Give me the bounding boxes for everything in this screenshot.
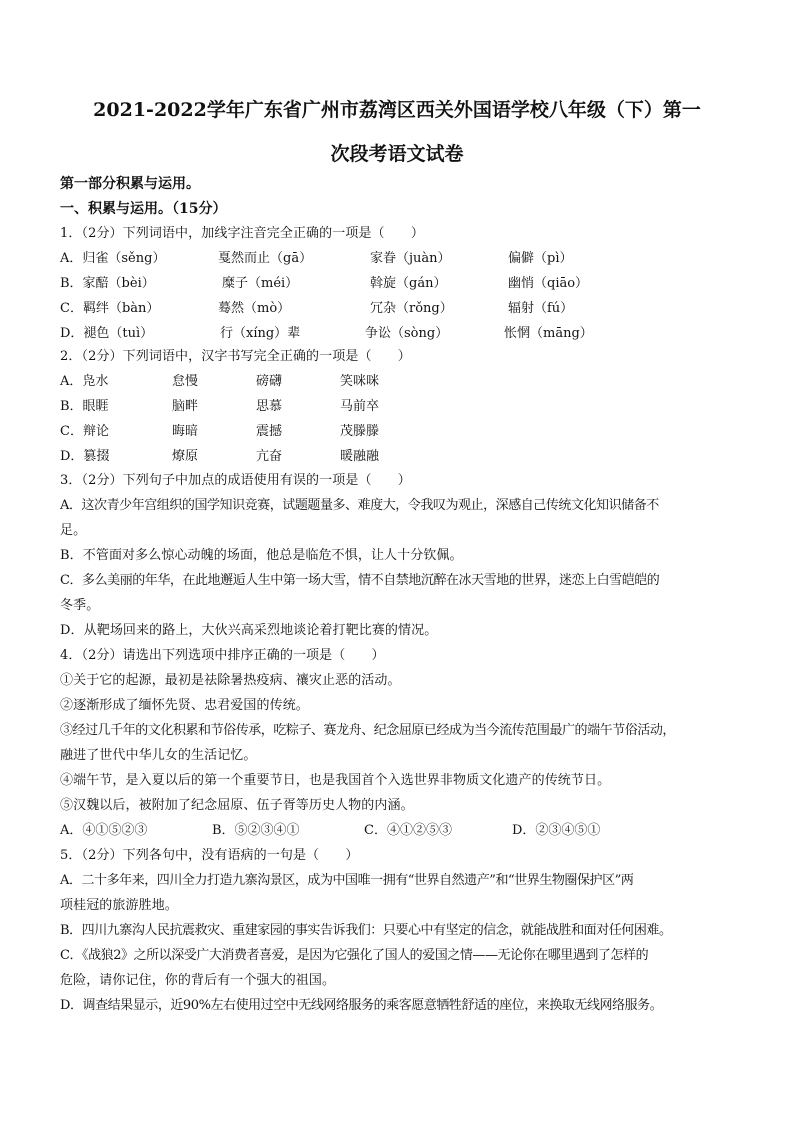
q2-cell: 亢奋 xyxy=(256,449,283,464)
q2-cell: 怠慢 xyxy=(172,374,199,389)
q3-stem: 3．（2分）下列句子中加点的成语使用有误的一项是（ ） xyxy=(60,473,411,488)
q1-cell: 家眷（juàn） xyxy=(370,251,451,266)
q2-cell: 震撼 xyxy=(256,424,283,439)
q2-cell: B．眼睚 xyxy=(60,399,109,414)
q5-option-a: A．二十多年来，四川全力打造九寨沟景区，成为中国唯一拥有“世界自然遗产”和“世界生物圈保护区”两 xyxy=(60,873,634,888)
q1-cell: C．羁绊（bàn） xyxy=(60,301,160,316)
q1-cell: 怅惘（māng） xyxy=(504,326,593,341)
q4-sentence-4: ④端午节，是入夏以后的第一个重要节日，也是我国首个入选世界非物质文化遗产的传统节日。 xyxy=(60,773,611,788)
q5-option-c-cont: 危险，请你记住，你的背后有一个强大的祖国。 xyxy=(60,973,336,988)
q4-sentence-3: ③经过几千年的文化积累和节俗传承，吃粽子、赛龙舟、纪念屈原已经成为当今流传范围最广的端午节俗活动， xyxy=(60,723,675,738)
exam-title-line2: 次段考语文试卷 xyxy=(330,143,464,165)
q2-cell: 马前卒 xyxy=(340,399,380,414)
q2-cell: D．篡掇 xyxy=(60,449,110,464)
q4-sentence-2: ②逐渐形成了缅怀先贤、忠君爱国的传统。 xyxy=(60,698,309,713)
q4-option-c: C．④①②⑤③ xyxy=(364,823,452,838)
q2-cell: 笑咪咪 xyxy=(340,374,380,389)
q5-option-a-cont: 项桂冠的旅游胜地。 xyxy=(60,898,178,913)
q5-option-b: B．四川九寨沟人民抗震救灾、重建家园的事实告诉我们：只要心中有坚定的信念，就能战胜和面对任何困难。 xyxy=(60,923,672,938)
q1-cell: A．归雀（sěng） xyxy=(60,251,166,266)
q2-cell: C．辩论 xyxy=(60,424,109,439)
q4-option-a: A．④①⑤②③ xyxy=(60,823,148,838)
q2-option-row xyxy=(60,398,750,416)
q4-sentence-3-cont: 融进了世代中华儿女的生活记忆。 xyxy=(60,748,257,763)
q4-option-row xyxy=(60,822,750,840)
q3-option-c: C．多么美丽的年华，在此地邂逅人生中第一场大雪，情不自禁地沉醉在冰天雪地的世界，迷恋上白雪皑皑的 xyxy=(60,573,660,588)
q4-option-b: B．⑤②③④① xyxy=(212,823,300,838)
q2-option-row xyxy=(60,373,750,391)
q2-option-row xyxy=(60,423,750,441)
q1-cell: 冗杂（rǒng） xyxy=(370,301,453,316)
q1-cell: 戛然而止（gā） xyxy=(218,251,313,266)
q2-cell: 思慕 xyxy=(256,399,283,414)
q1-option-row xyxy=(60,275,750,293)
section-heading: 一、积累与运用。（15分） xyxy=(60,201,227,217)
q3-option-d: D．从靶场回来的路上，大伙兴高采烈地谈论着打靶比赛的情况。 xyxy=(60,623,438,638)
q4-sentence-1: ①关于它的起源，最初是祛除暑热疫病、禳灾止恶的活动。 xyxy=(60,673,401,688)
q2-cell: 磅礴 xyxy=(256,374,283,389)
q1-cell: 偏僻（pì） xyxy=(508,251,573,266)
q3-option-b: B．不管面对多么惊心动魄的场面，他总是临危不惧，让人十分钦佩。 xyxy=(60,548,463,563)
q1-cell: 糜子（méi） xyxy=(222,276,299,291)
q3-option-a: A．这次青少年宫组织的国学知识竞赛，试题题量多、难度大，令我叹为观止，深感自己传统文化知识储备不 xyxy=(60,498,659,513)
q1-cell: 斡旋（gán） xyxy=(370,276,447,291)
q3-option-a-cont: 足。 xyxy=(60,523,87,538)
q5-stem: 5．（2分）下列各句中，没有语病的一句是（ ） xyxy=(60,848,359,863)
q5-option-c: C．《战狼2》之所以深受广大消费者喜爱，是因为它强化了国人的爱国之情——无论你在哪里遇到了怎样的 xyxy=(60,948,649,963)
q1-cell: 辐射（fú） xyxy=(508,301,574,316)
q4-option-d: D．②③④⑤① xyxy=(512,823,601,838)
q1-cell: B．家醅（bèi） xyxy=(60,276,155,291)
q1-cell: 行（xíng）辈 xyxy=(220,326,301,341)
q1-cell: 争讼（sòng） xyxy=(365,326,449,341)
q2-cell: 暖融融 xyxy=(340,449,380,464)
q1-stem: 1．（2分）下列词语中，加线字注音完全正确的一项是（ ） xyxy=(60,226,424,241)
exam-title-line1: 2021-2022学年广东省广州市荔湾区西关外国语学校八年级（下）第一 xyxy=(93,99,701,121)
q2-stem: 2．（2分）下列词语中，汉字书写完全正确的一项是（ ） xyxy=(60,349,411,364)
q2-cell: 晦暗 xyxy=(172,424,199,439)
q1-cell: 蓦然（mò） xyxy=(218,301,291,316)
q1-cell: 幽悄（qiāo） xyxy=(508,276,589,291)
q2-cell: 茂滕滕 xyxy=(340,424,380,439)
part-heading: 第一部分积累与运用。 xyxy=(60,176,200,192)
q4-sentence-5: ⑤汉魏以后，被附加了纪念屈原、伍子胥等历史人物的内涵。 xyxy=(60,798,414,813)
q2-cell: 燎原 xyxy=(172,449,199,464)
q1-cell: D．褪色（tuì） xyxy=(60,326,154,341)
q5-option-d: D．调查结果显示，近90%左右使用过空中无线网络服务的乘客愿意牺牲舒适的座位，来换取无线网络服务。 xyxy=(60,998,663,1013)
q2-cell: A．凫水 xyxy=(60,374,109,389)
q1-option-row xyxy=(60,250,750,268)
q1-option-row xyxy=(60,300,750,318)
q1-option-row xyxy=(60,325,750,343)
q4-stem: 4．（2分）请选出下列选项中排序正确的一项是（ ） xyxy=(60,648,385,663)
q2-cell: 脑畔 xyxy=(172,399,199,414)
q3-option-c-cont: 冬季。 xyxy=(60,598,100,613)
q2-option-row xyxy=(60,448,750,466)
